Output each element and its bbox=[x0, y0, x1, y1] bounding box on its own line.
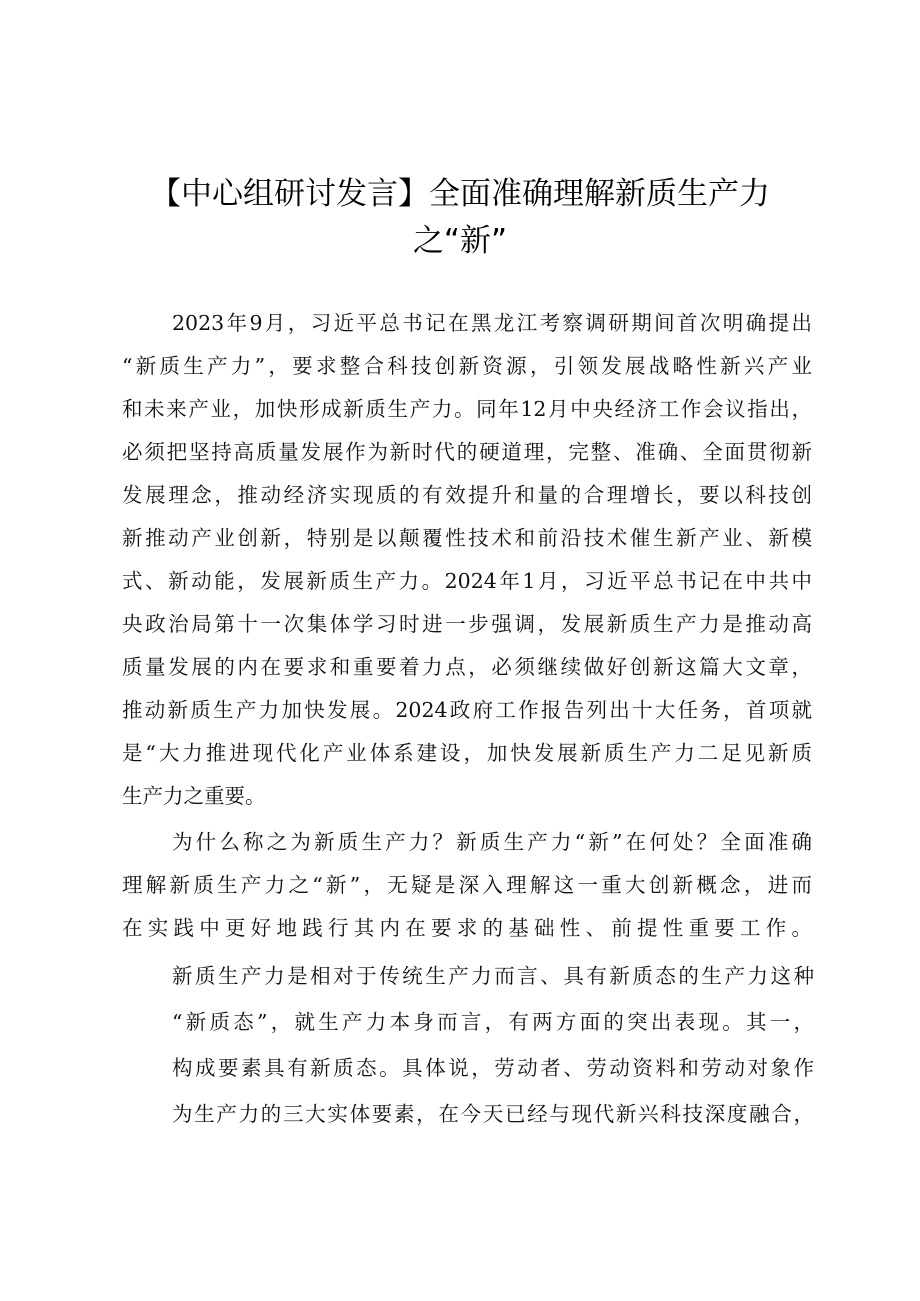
paragraph-1-line-9: 质量发展的内在要求和重要着力点，必须继续做好创新这篇大文章， bbox=[122, 655, 812, 679]
paragraph-1-line-2: “新质生产力”，要求整合科技创新资源，引领发展战略性新兴产业 bbox=[122, 354, 812, 378]
paragraph-3-line-3: 构成要素具有新质态。具体说，劳动者、劳动资料和劳动对象作 bbox=[172, 1056, 814, 1080]
paragraph-1-line-6: 新推动产业创新，特别是以颠覆性技术和前沿技术催生新产业、新模 bbox=[122, 526, 812, 550]
paragraph-2-line-1: 为什么称之为新质生产力？新质生产力“新”在何处？全面准确 bbox=[172, 830, 812, 854]
document-title-line-2: 之“新” bbox=[412, 223, 508, 259]
paragraph-1-line-3: 和未来产业，加快形成新质生产力。同年12月中央经济工作会议指出， bbox=[122, 397, 812, 421]
paragraph-1-line-12: 生产力之重要。 bbox=[122, 784, 266, 808]
paragraph-2-line-2: 理解新质生产力之“新”，无疑是深入理解这一重大创新概念，进而 bbox=[122, 873, 812, 897]
paragraph-3-line-2: “新质态”，就生产力本身而言，有两方面的突出表现。其一， bbox=[172, 1010, 814, 1034]
paragraph-1-line-7: 式、新动能，发展新质生产力。2024年1月，习近平总书记在中共中 bbox=[122, 569, 812, 593]
paragraph-1-line-11: 是“大力推进现代化产业体系建设，加快发展新质生产力二足见新质 bbox=[122, 741, 812, 765]
paragraph-1-line-4: 必须把坚持高质量发展作为新时代的硬道理，完整、准确、全面贯彻新 bbox=[122, 440, 812, 464]
paragraph-3-line-4: 为生产力的三大实体要素，在今天已经与现代新兴科技深度融合， bbox=[172, 1102, 814, 1126]
paragraph-2-line-3: 在实践中更好地践行其内在要求的基础性、前提性重要工作。 bbox=[122, 916, 812, 940]
paragraph-3-line-1: 新质生产力是相对于传统生产力而言、具有新质态的生产力这种 bbox=[172, 964, 814, 988]
document-title-line-1: 【中心组研讨发言】全面准确理解新质生产力 bbox=[150, 176, 770, 212]
paragraph-1-line-1: 2023年9月，习近平总书记在黑龙江考察调研期间首次明确提出 bbox=[172, 311, 812, 335]
paragraph-1-line-10: 推动新质生产力加快发展。2024政府工作报告列出十大任务，首项就 bbox=[122, 698, 812, 722]
paragraph-1-line-8: 央政治局第十一次集体学习时进一步强调，发展新质生产力是推动高 bbox=[122, 612, 812, 636]
paragraph-1-line-5: 发展理念，推动经济实现质的有效提升和量的合理增长，要以科技创 bbox=[122, 483, 812, 507]
